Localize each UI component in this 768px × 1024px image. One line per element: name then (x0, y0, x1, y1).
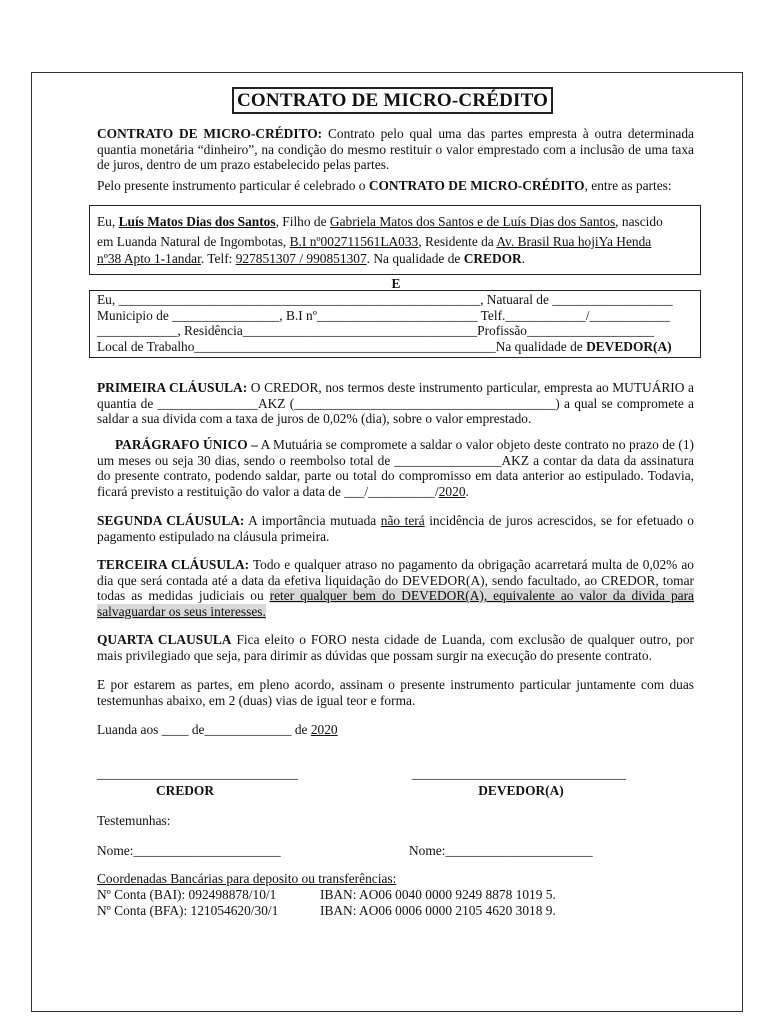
debtor-line-1: Eu, ______________________________________________________, Natuaral de __________________ (97, 292, 673, 307)
intro-paragraph (97, 126, 694, 173)
creditor-text: Eu, (97, 214, 119, 229)
clause-3-text: Todo e qualquer atraso no pagamento da obrigação acarretará multa de 0,02% ao dia que será contada até a data da efetiva liquidação do DEVEDOR(A), sendo facultado, ao CREDOR, tomar todas as medidas judiciais ou (97, 557, 695, 604)
paragraph-unique-text: A Mutuária se compromete a saldar o valor objeto deste contrato no prazo de (1) um meses ou seja 30 dias, sendo o reembolso total de ________________AKZ a contar da data da assinatura do presente contrato, podendo saldar, parte ou total do compromisso em data anterior ao estipulado. Todavia, ficará previsto a restituição do valor a data de ___/__________/ (97, 437, 694, 499)
celebration-paragraph (97, 178, 694, 194)
document-title: CONTRATO DE MICRO-CRÉDITO (232, 87, 553, 114)
paragraph-unique-year: 2020 (438, 483, 466, 499)
celebration-pre: Pelo presente instrumento particular é celebrado o (97, 178, 369, 193)
agreement-paragraph: E por estarem as partes, em pleno acordo, assinam o presente instrumento particular juntamente com duas testemunhas abaixo, em 2 (duas) vias de igual teor e forma. (97, 677, 694, 708)
clause-2-text: incidência de juros acrescidos, se for efetuado o pagamento estipulado na cláusula primeira. (97, 513, 694, 544)
creditor-address: Av. Brasil Rua hojiYa Henda (496, 234, 652, 249)
clause-4-heading: QUARTA CLAUSULA (97, 632, 232, 647)
clause-2-underlined: não terá (380, 513, 425, 528)
debtor-line-2: Municipio de ________________, B.I nº________________________ Telf.____________/____________ (97, 308, 670, 323)
bank-heading: Coordenadas Bancárias para deposito ou transferências: (97, 871, 397, 886)
creditor-line-2 (97, 234, 651, 250)
clause-2 (97, 513, 694, 544)
creditor-bi: B.I nº002711561LA033 (289, 234, 419, 249)
creditor-phones: 927851307 / 990851307 (235, 251, 367, 266)
creditor-text: em Luanda Natural de Ingombotas, (97, 234, 290, 249)
creditor-line-3 (97, 251, 525, 267)
debtor-signature-line: ________________________________ (412, 766, 627, 781)
debtor-line-3: ____________, Residência___________________________________Profissão___________________ (97, 323, 655, 338)
paragraph-unique-end: . (465, 483, 469, 499)
date-line-year: 2020 (310, 722, 338, 737)
creditor-line-1 (97, 214, 663, 230)
celebration-post: , entre as partes: (584, 178, 672, 193)
creditor-text: . Na qualidade de (366, 251, 464, 266)
bank-iban-bfa: IBAN: AO06 0006 0000 2105 4620 3018 9. (320, 903, 556, 918)
creditor-text: , Residente da (418, 234, 497, 249)
creditor-text: , nascido (615, 214, 663, 229)
creditor-address-2: nº38 Apto 1-1andar (97, 251, 201, 266)
date-line-text: Luanda aos ____ de_____________ de (97, 722, 311, 737)
creditor-signature-line: ______________________________ (97, 766, 298, 781)
creditor-text: . (521, 251, 526, 266)
creditor-role: CREDOR (463, 251, 522, 266)
creditor-text: , Filho de (275, 214, 330, 229)
creditor-text: . Telf: (200, 251, 236, 266)
witness-2-name: Nome:______________________ (409, 843, 593, 858)
debtor-workplace: Local de Trabalho_____________________________________________Na qualidade de (97, 339, 587, 354)
clause-2-heading: SEGUNDA CLÁUSULA: (97, 513, 245, 528)
clause-1-heading: PRIMEIRA CLÁUSULA: (97, 380, 248, 395)
witnesses-label: Testemunhas: (97, 813, 171, 828)
celebration-bold: CONTRATO DE MICRO-CRÉDITO (368, 178, 585, 193)
clause-2-text: A importância mutuada (244, 513, 381, 528)
creditor-signature-label: CREDOR (155, 783, 215, 798)
debtor-signature-label: DEVEDOR(A) (478, 783, 564, 798)
clause-3-highlight: reter qualquer bem do DEVEDOR(A), equivalente ao valor da divida para salvaguardar os seus interesses. (97, 588, 694, 619)
intro-heading: CONTRATO DE MICRO-CRÉDITO: (97, 126, 323, 141)
paragraph-unique-heading: PARÁGRAFO ÚNICO – (115, 437, 258, 452)
clause-1 (97, 380, 694, 427)
bank-iban-bai: IBAN: AO06 0040 0000 9249 8878 1019 5. (320, 887, 556, 902)
bank-account-bfa: Nº Conta (BFA): 121054620/30/1 (97, 903, 279, 918)
intro-text: Contrato pelo qual uma das partes empresta à outra determinada quantia monetária “dinheiro”, na condição do mesmo restituir o valor emprestado com a inclusão de uma taxa de juros, dentro de um prazo estabelecido pelas partes. (97, 126, 694, 173)
creditor-parents: Gabriela Matos dos Santos e de Luís Dias dos Santos (329, 214, 616, 229)
witness-1-name: Nome:______________________ (97, 843, 281, 858)
separator-e: E (391, 276, 401, 291)
bank-account-bai: Nº Conta (BAI): 092498878/10/1 (97, 887, 277, 902)
clause-3-heading: TERCEIRA CLÁUSULA: (97, 557, 250, 572)
debtor-role: DEVEDOR(A) (586, 339, 672, 354)
date-line (97, 722, 694, 738)
clause-3 (97, 557, 694, 619)
paragraph-unique (97, 437, 694, 499)
clause-4 (97, 632, 694, 663)
clause-4-text: Fica eleito o FORO nesta cidade de Luanda, com exclusão de qualquer outro, por mais privilegiado que seja, para dirimir as dúvidas que possam surgir na execução do presente contrato. (97, 632, 694, 663)
clause-1-text: O CREDOR, nos termos deste instrumento particular, empresta ao MUTUÁRIO a quantia de _______________AKZ (_______________________________________) a qual se compromete a saldar a sua divida com a taxa de juros de 0,02% (dia), sobre o valor emprestado. (97, 380, 694, 427)
creditor-name: Luís Matos Dias dos Santos (118, 214, 276, 229)
debtor-line-4 (97, 339, 672, 355)
